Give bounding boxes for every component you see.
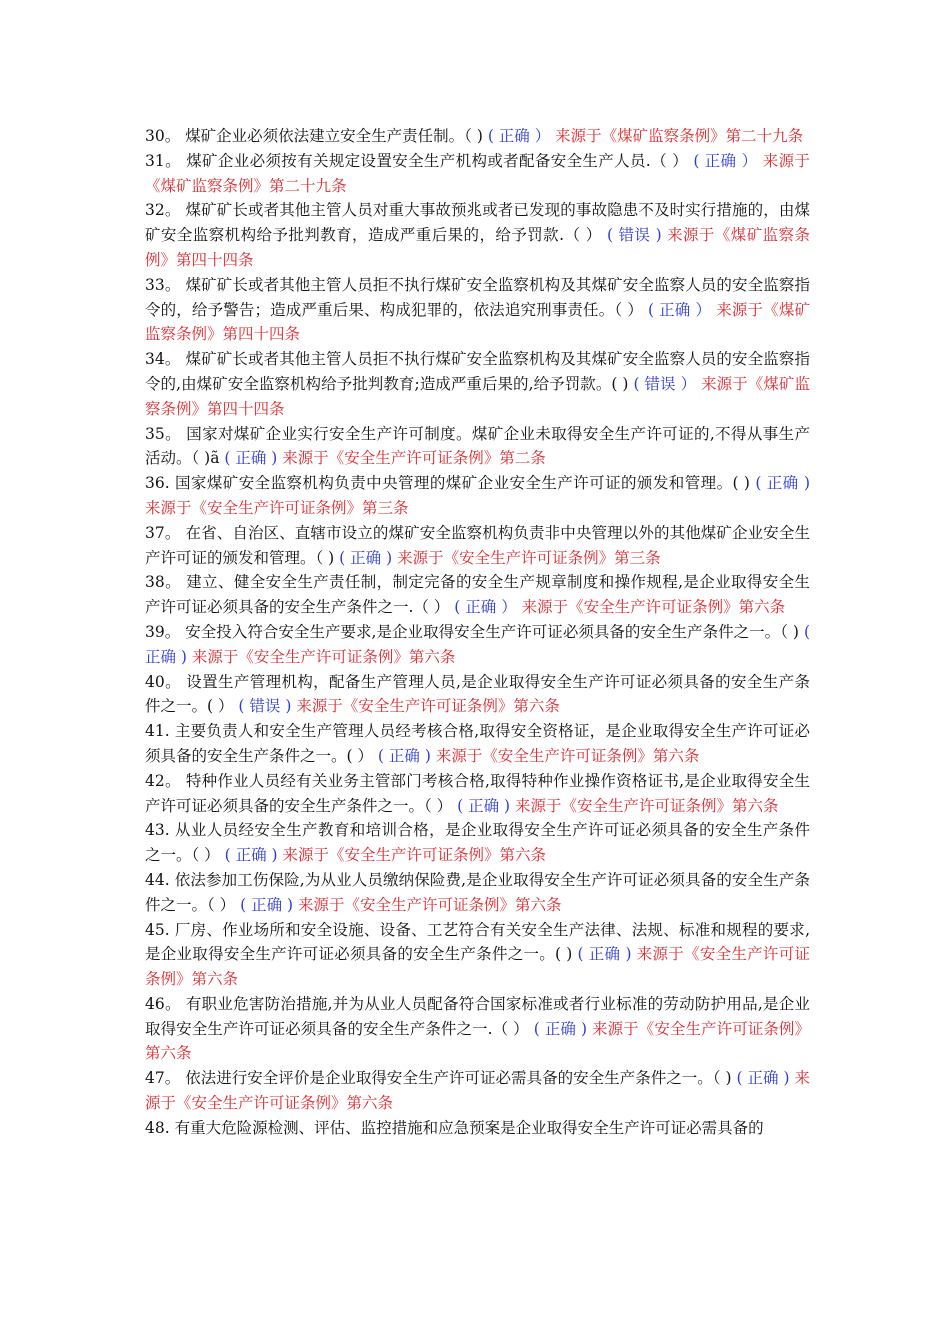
answer-marker: ( 正确 ) (572, 945, 632, 964)
question-36 (145, 471, 810, 521)
question-43 (145, 818, 810, 868)
answer-marker: ( 正确 ) (219, 846, 278, 865)
question-32 (145, 198, 810, 272)
source-reference: 来源于《煤矿监察条例》第四十四条 (145, 374, 810, 418)
question-text: 46。 有职业危害防治措施,并为从业人员配备符合国家标准或者行业标准的劳动防护用品,是企业取得安全生产许可证必须具备的安全生产条件之一.（ ） (145, 994, 810, 1038)
answer-marker: ( 正确 ） (642, 300, 712, 319)
question-text: 33。 煤矿矿长或者其他主管人员拒不执行煤矿安全监察机构及其煤矿安全监察人员的安全监察指令的，给予警告；造成严重后果、构成犯罪的，依法追究刑事责任。（ ） (145, 275, 810, 319)
question-39 (145, 620, 810, 670)
question-text: 39。 安全投入符合安全生产要求,是企业取得安全生产许可证必须具备的安全生产条件之一。（ ) (145, 622, 799, 641)
question-text: 41. 主要负责人和安全生产管理人员经考核合格,取得安全资格证，是企业取得安全生产许可证必须具备的安全生产条件之一。( ） (145, 722, 810, 765)
question-34 (145, 347, 810, 421)
question-41 (145, 719, 810, 769)
question-47 (145, 1066, 810, 1116)
source-reference: 来源于《煤矿监察条例》第四十四条 (145, 300, 810, 344)
source-reference: 来源于《安全生产许可证条例》第六条 (435, 746, 700, 765)
answer-marker: ( 正确 ） (688, 151, 758, 170)
question-40 (145, 670, 810, 720)
answer-marker: ( 正确 ) (235, 895, 294, 914)
source-reference: 来源于《安全生产许可证条例》第三条 (145, 498, 409, 517)
question-37 (145, 521, 810, 571)
source-reference: 来源于《安全生产许可证条例》第三条 (397, 548, 661, 567)
question-text: 45. 厂房、作业场所和安全设施、设备、工艺符合有关安全生产法律、法规、标准和规程的要求,是企业取得安全生产许可证必须具备的安全生产条件之一。( ) (145, 920, 810, 964)
question-text: 43. 从业人员经安全生产教育和培训合格，是企业取得安全生产许可证必须具备的安全生产条件之一。（ ） (145, 821, 810, 865)
answer-marker: ( 正确 ） (449, 598, 517, 617)
question-text: 44. 依法参加工伤保险,为从业人员缴纳保险费,是企业取得安全生产许可证必须具备的安全生产条件之一。（ ） (145, 870, 810, 914)
source-reference: 来源于《安全生产许可证条例》第二条 (282, 449, 546, 468)
source-reference: 来源于《煤矿监察条例》第二十九条 (555, 127, 804, 145)
question-35 (145, 422, 810, 472)
source-reference: 来源于《煤矿监察条例》第四十四条 (145, 226, 810, 269)
source-reference: 来源于《安全生产许可证条例》第六条 (145, 945, 810, 989)
question-text: 37。 在省、自治区、直辖市设立的煤矿安全监察机构负责非中央管理以外的其他煤矿企业安全生产许可证的颁发和管理。（ ) (145, 523, 810, 567)
answer-marker: ( 正确 ) (731, 1069, 790, 1088)
source-reference: 来源于《安全生产许可证条例》第六条 (145, 1069, 810, 1113)
answer-marker: ( 错误 ） (628, 374, 697, 393)
question-33 (145, 273, 810, 347)
question-text: 32。 煤矿矿长或者其他主管人员对重大事故预兆或者已发现的事故隐患不及时实行措施的，由煤矿安全监察机构给予批判教育，造成严重后果的，给予罚款.（ ） (145, 201, 810, 245)
answer-marker: ( 错误 ) (601, 226, 662, 245)
question-42 (145, 769, 810, 819)
source-reference: 来源于《煤矿监察条例》第二十九条 (145, 151, 810, 195)
answer-marker: ( 正确 ) (528, 1019, 588, 1038)
source-reference: 来源于《安全生产许可证条例》第六条 (282, 846, 547, 865)
question-text: 35。 国家对煤矿企业实行安全生产许可制度。煤矿企业未取得安全生产许可证的,不得从事生产活动。（ )ã (145, 424, 810, 468)
question-31 (145, 149, 810, 199)
question-text: 31。 煤矿企业必须按有关规定设置安全生产机构或者配备安全生产人员.（ ） (145, 151, 689, 170)
question-38 (145, 570, 810, 620)
answer-marker: ( 错误 ) (233, 697, 292, 716)
source-reference: 来源于《安全生产许可证条例》第六条 (296, 697, 560, 716)
question-46 (145, 992, 810, 1066)
source-reference: 来源于《安全生产许可证条例》第六条 (298, 895, 562, 914)
question-48 (145, 1116, 810, 1141)
answer-marker: ( 正确 ) (749, 474, 810, 493)
answer-marker: ( 正确 ) (145, 622, 810, 666)
source-reference: 来源于《安全生产许可证条例》第六条 (521, 598, 786, 617)
answer-marker: ( 正确 ) (452, 796, 511, 815)
question-text: 36. 国家煤矿安全监察机构负责中央管理的煤矿企业安全生产许可证的颁发和管理。( ) (145, 474, 750, 493)
question-45 (145, 918, 810, 992)
answer-marker: ( 正确 ) (372, 746, 431, 765)
document-page (145, 124, 810, 1141)
answer-marker: ( 正确 ) (334, 548, 393, 567)
question-text: 34。 煤矿矿长或者其他主管人员拒不执行煤矿安全监察机构及其煤矿安全监察人员的安全监察指令的,由煤矿安全监察机构给予批判教育;造成严重后果的,给予罚款。( ) (145, 350, 810, 393)
source-reference: 来源于《安全生产许可证条例》第六条 (191, 647, 456, 666)
question-text: 47。 依法进行安全评价是企业取得安全生产许可证必需具备的安全生产条件之一。（ ) (145, 1069, 732, 1088)
answer-marker: ( 正确 ） (482, 127, 551, 145)
question-text: 48. 有重大危险源检测、评估、监控措施和应急预案是企业取得安全生产许可证必需具备的 (145, 1118, 764, 1137)
question-text: 42。 特种作业人员经有关业务主管部门考核合格,取得特种作业操作资格证书,是企业取得安全生产许可证必须具备的安全生产条件之一。（ ） (145, 771, 810, 815)
question-text: 30。 煤矿企业必须依法建立安全生产责任制。（ ) (145, 127, 483, 145)
source-reference: 来源于《安全生产许可证条例》第六条 (145, 1019, 810, 1063)
question-text: 38。 建立、健全安全生产责任制，制定完备的安全生产规章制度和操作规程,是企业取得安全生产许可证必须具备的安全生产条件之一.（ ） (145, 573, 810, 617)
question-44 (145, 868, 810, 918)
answer-marker: ( 正确 ) (219, 449, 278, 468)
question-text: 40。 设置生产管理机构，配备生产管理人员,是企业取得安全生产许可证必须具备的安全生产条件之一。( ） (145, 672, 810, 716)
source-reference: 来源于《安全生产许可证条例》第六条 (515, 796, 779, 815)
question-30 (145, 124, 810, 149)
